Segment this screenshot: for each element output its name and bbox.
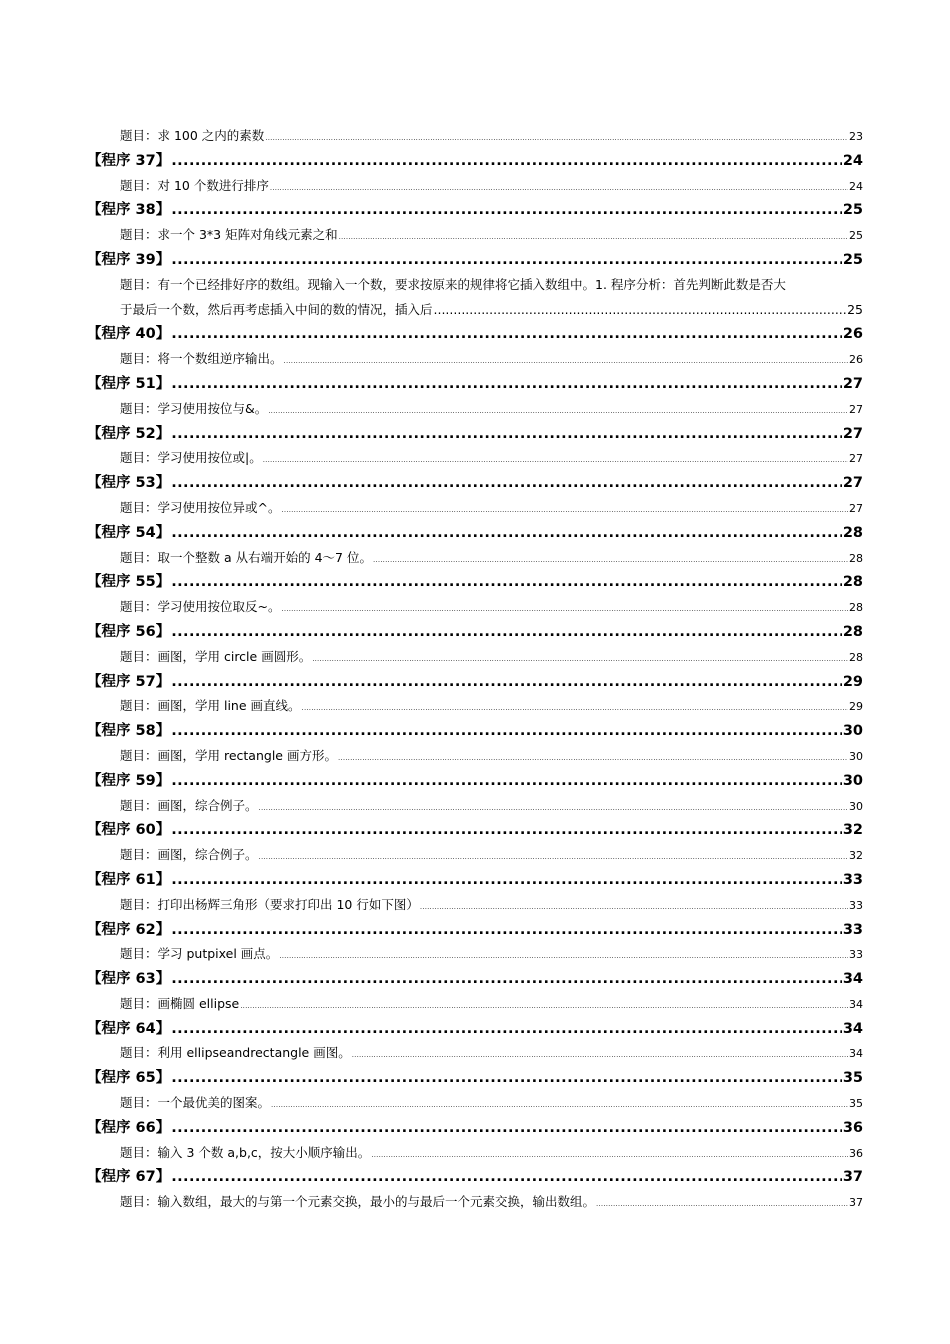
toc-subentry[interactable] xyxy=(0,1091,950,1116)
toc-heading-entry[interactable] xyxy=(0,818,950,843)
toc-heading-entry[interactable] xyxy=(0,422,950,447)
toc-heading-entry[interactable] xyxy=(0,719,950,744)
toc-page-number: 27 xyxy=(842,425,863,442)
toc-subentry[interactable] xyxy=(0,992,950,1017)
toc-heading-entry[interactable] xyxy=(0,471,950,496)
toc-entry-title: 题目：学习使用按位或|。 xyxy=(120,450,262,466)
toc-entry-title: 【程序 58】 xyxy=(87,723,171,740)
toc-entry-title: 【程序 66】 xyxy=(87,1119,171,1136)
toc-subentry[interactable] xyxy=(0,1041,950,1066)
toc-entry-title-line2: 于最后一个数，然后再考虑插入中间的数的情况，插入后 xyxy=(120,301,433,317)
toc-entry-title-line1: 题目：有一个已经排好序的数组。现输入一个数，要求按原来的规律将它插入数组中。1. 程序分析：首先判断此数是否大 xyxy=(120,276,786,292)
toc-entry-title: 题目：输入数组，最大的与第一个元素交换，最小的与最后一个元素交换，输出数组。 xyxy=(120,1194,596,1210)
toc-entry-title: 题目：画图，学用 line 画直线。 xyxy=(120,698,301,714)
toc-entry-title: 题目：学习使用按位取反~。 xyxy=(120,599,281,615)
toc-subentry[interactable] xyxy=(0,942,950,967)
toc-subentry[interactable] xyxy=(0,223,950,248)
toc-heading-entry[interactable] xyxy=(0,570,950,595)
dot-leader xyxy=(373,548,848,573)
toc-page-number: 36 xyxy=(849,1146,863,1160)
toc-page-number: 33 xyxy=(849,898,863,912)
toc-page-number: 34 xyxy=(849,997,863,1011)
dot-leader xyxy=(259,845,848,870)
toc-entry-title: 题目：对 10 个数进行排序 xyxy=(120,177,269,193)
toc-heading-entry[interactable] xyxy=(0,670,950,695)
dot-leader xyxy=(281,597,848,622)
dot-leader xyxy=(268,399,848,424)
toc-heading-entry[interactable] xyxy=(0,1066,950,1091)
toc-subentry[interactable] xyxy=(0,124,950,149)
dot-leader xyxy=(171,521,842,546)
toc-entry-title: 【程序 54】 xyxy=(87,524,171,541)
toc-page-number: 27 xyxy=(849,501,863,515)
toc-entry-title: 【程序 60】 xyxy=(87,822,171,839)
toc-subentry[interactable] xyxy=(0,546,950,571)
dot-leader xyxy=(171,670,842,695)
dot-leader xyxy=(171,818,842,843)
toc-page-number: 28 xyxy=(842,574,863,591)
toc-page-number: 25 xyxy=(842,251,863,268)
dot-leader xyxy=(284,349,848,374)
toc-entry-title: 题目：利用 ellipseandrectangle 画图。 xyxy=(120,1045,351,1061)
toc-page-number: 34 xyxy=(842,1020,863,1037)
toc-subentry[interactable] xyxy=(0,446,950,471)
dot-leader xyxy=(265,126,848,151)
toc-entry-title: 【程序 57】 xyxy=(87,673,171,690)
toc-heading-entry[interactable] xyxy=(0,1165,950,1190)
dot-leader xyxy=(281,498,848,523)
toc-subentry[interactable] xyxy=(0,496,950,521)
toc-heading-entry[interactable] xyxy=(0,322,950,347)
toc-heading-entry[interactable] xyxy=(0,1116,950,1141)
dot-leader xyxy=(171,1066,842,1091)
toc-heading-entry[interactable] xyxy=(0,149,950,174)
dot-leader xyxy=(263,448,848,473)
dot-leader xyxy=(171,918,842,943)
dot-leader xyxy=(171,422,842,447)
dot-leader xyxy=(338,746,848,771)
dot-leader xyxy=(171,372,842,397)
dot-leader xyxy=(302,696,848,721)
toc-page-number: 27 xyxy=(842,375,863,392)
dot-leader xyxy=(171,769,842,794)
toc-subentry[interactable] xyxy=(0,694,950,719)
toc-entry-title: 题目：画图，学用 circle 画圆形。 xyxy=(120,648,312,664)
dot-leader xyxy=(171,620,842,645)
toc-page-number: 29 xyxy=(842,673,863,690)
dot-leader xyxy=(171,1165,842,1190)
dot-leader xyxy=(339,225,848,250)
toc-subentry[interactable] xyxy=(0,794,950,819)
toc-heading-entry[interactable] xyxy=(0,1017,950,1042)
toc-heading-entry[interactable] xyxy=(0,620,950,645)
toc-page-number: 25 xyxy=(842,202,863,219)
dot-leader xyxy=(420,895,848,920)
toc-entry-title: 题目：学习使用按位异或^。 xyxy=(120,499,281,515)
toc-page-number: 23 xyxy=(849,130,863,143)
toc-entry-title: 题目：打印出杨辉三角形（要求打印出 10 行如下图） xyxy=(120,896,419,912)
dot-leader xyxy=(171,967,842,992)
toc-entry-title: 【程序 52】 xyxy=(87,425,171,442)
toc-entry-title: 【程序 56】 xyxy=(87,623,171,640)
toc-entry-title: 【程序 40】 xyxy=(87,326,171,343)
dot-leader xyxy=(596,1192,848,1217)
dot-leader xyxy=(270,176,848,201)
toc-entry-title: 【程序 55】 xyxy=(87,574,171,591)
toc-page-number: 27 xyxy=(849,402,863,416)
toc-page-number: 28 xyxy=(842,623,863,640)
toc-page-number: 24 xyxy=(842,152,863,169)
dot-leader xyxy=(434,298,847,323)
toc-page-number: 30 xyxy=(842,723,863,740)
dot-leader xyxy=(271,1093,848,1118)
toc-page-number: 28 xyxy=(849,601,863,615)
toc-page-number: 36 xyxy=(842,1119,863,1136)
dot-leader xyxy=(312,647,848,672)
toc-page-number: 32 xyxy=(849,849,863,863)
dot-leader xyxy=(171,570,842,595)
toc-subentry[interactable] xyxy=(0,744,950,769)
toc-entry-title: 题目：输入 3 个数 a,b,c，按大小顺序输出。 xyxy=(120,1144,371,1160)
toc-entry-title: 题目：学习 putpixel 画点。 xyxy=(120,946,279,962)
toc-heading-entry[interactable] xyxy=(0,521,950,546)
toc-subentry[interactable] xyxy=(0,595,950,620)
dot-leader xyxy=(171,1116,842,1141)
dot-leader xyxy=(352,1043,848,1068)
toc-page-number: 28 xyxy=(849,551,863,565)
toc-subentry[interactable] xyxy=(0,397,950,422)
toc-page-number: 30 xyxy=(849,799,863,813)
toc-entry-title: 题目：求 100 之内的素数 xyxy=(120,128,265,143)
table-of-contents xyxy=(0,124,950,1215)
dot-leader xyxy=(171,248,842,273)
toc-page-number: 30 xyxy=(849,749,863,763)
toc-page-number: 34 xyxy=(842,971,863,988)
toc-page-number: 33 xyxy=(842,921,863,938)
toc-page-number: 25 xyxy=(847,301,863,317)
toc-subentry[interactable] xyxy=(0,893,950,918)
toc-page-number: 37 xyxy=(849,1196,863,1210)
toc-entry-title: 题目：画图，学用 rectangle 画方形。 xyxy=(120,747,337,763)
toc-page-number: 35 xyxy=(849,1097,863,1111)
toc-entry-title: 题目：画图，综合例子。 xyxy=(120,797,258,813)
dot-leader xyxy=(259,796,848,821)
toc-entry-title: 【程序 38】 xyxy=(87,202,171,219)
toc-heading-entry[interactable] xyxy=(0,248,950,273)
toc-page-number: 37 xyxy=(842,1169,863,1186)
toc-page-number: 33 xyxy=(849,948,863,962)
toc-entry-title: 【程序 53】 xyxy=(87,475,171,492)
toc-entry-title: 【程序 63】 xyxy=(87,971,171,988)
toc-page-number: 34 xyxy=(849,1047,863,1061)
toc-page-number: 32 xyxy=(842,822,863,839)
toc-subentry[interactable] xyxy=(0,1190,950,1215)
toc-entry-title: 【程序 64】 xyxy=(87,1020,171,1037)
toc-heading-entry[interactable] xyxy=(0,198,950,223)
dot-leader xyxy=(279,944,848,969)
toc-entry-title: 【程序 65】 xyxy=(87,1070,171,1087)
toc-heading-entry[interactable] xyxy=(0,967,950,992)
toc-page-number: 27 xyxy=(849,452,863,466)
toc-heading-entry[interactable] xyxy=(0,372,950,397)
dot-leader xyxy=(171,322,842,347)
dot-leader xyxy=(171,1017,842,1042)
toc-page-number: 30 xyxy=(842,772,863,789)
toc-entry-title: 题目：求一个 3*3 矩阵对角线元素之和 xyxy=(120,227,338,243)
toc-entry-title: 题目：取一个整数 a 从右端开始的 4～7 位。 xyxy=(120,549,372,565)
toc-entry-title: 题目：画图，综合例子。 xyxy=(120,847,258,863)
toc-page-number: 29 xyxy=(849,700,863,714)
dot-leader xyxy=(371,1143,848,1168)
dot-leader xyxy=(171,868,842,893)
toc-page-number: 26 xyxy=(849,353,863,367)
toc-entry-title: 题目：学习使用按位与&。 xyxy=(120,400,268,416)
toc-subentry[interactable] xyxy=(0,347,950,372)
toc-heading-entry[interactable] xyxy=(0,918,950,943)
toc-entry-title: 【程序 67】 xyxy=(87,1169,171,1186)
toc-page-number: 24 xyxy=(849,179,863,193)
toc-entry-title: 【程序 62】 xyxy=(87,921,171,938)
toc-subentry[interactable] xyxy=(0,645,950,670)
dot-leader xyxy=(171,471,842,496)
toc-subentry[interactable] xyxy=(0,273,950,323)
toc-page-number: 35 xyxy=(842,1070,863,1087)
toc-page-number: 33 xyxy=(842,871,863,888)
toc-subentry[interactable] xyxy=(0,1141,950,1166)
toc-entry-title: 【程序 59】 xyxy=(87,772,171,789)
dot-leader xyxy=(171,198,842,223)
dot-leader xyxy=(240,994,848,1019)
toc-page-number: 28 xyxy=(842,524,863,541)
toc-page-number: 28 xyxy=(849,650,863,664)
toc-entry-title: 【程序 39】 xyxy=(87,251,171,268)
toc-entry-title: 【程序 61】 xyxy=(87,871,171,888)
toc-page-number: 25 xyxy=(849,229,863,243)
toc-page-number: 26 xyxy=(842,326,863,343)
dot-leader xyxy=(171,149,842,174)
toc-entry-title: 【程序 37】 xyxy=(87,152,171,169)
toc-entry-title: 题目：将一个数组逆序输出。 xyxy=(120,351,283,367)
toc-page-number: 27 xyxy=(842,475,863,492)
toc-heading-entry[interactable] xyxy=(0,769,950,794)
toc-heading-entry[interactable] xyxy=(0,868,950,893)
toc-subentry[interactable] xyxy=(0,843,950,868)
dot-leader xyxy=(171,719,842,744)
toc-subentry[interactable] xyxy=(0,174,950,199)
toc-entry-title: 题目：画椭圆 ellipse xyxy=(120,995,240,1011)
toc-entry-title: 【程序 51】 xyxy=(87,375,171,392)
toc-entry-title: 题目：一个最优美的图案。 xyxy=(120,1095,271,1111)
